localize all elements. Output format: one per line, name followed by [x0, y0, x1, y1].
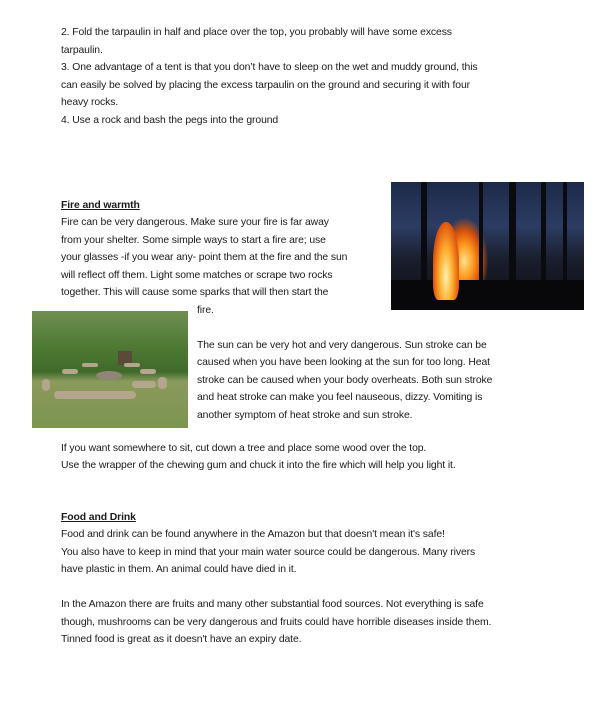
food-line: You also have to keep in mind that your main water source could be dangerous. Many rivers: [61, 547, 476, 558]
food-line: though, mushrooms can be very dangerous and fruits could have horrible diseases inside them.: [61, 617, 492, 628]
sun-line: The sun can be very hot and very dangerous. Sun stroke can be: [197, 340, 487, 351]
food-line: have plastic in them. An animal could have died in it.: [61, 564, 297, 575]
fire-line: fire.: [197, 305, 214, 316]
seating-line: If you want somewhere to sit, cut down a tree and place some wood over the top.: [61, 443, 427, 454]
food-line: In the Amazon there are fruits and many other substantial food sources. Not everything is safe: [61, 599, 484, 610]
fire-line: together. This will cause some sparks that will then start the: [61, 287, 329, 298]
sun-line: and heat stroke can make you feel nauseous, dizzy. Vomiting is: [197, 392, 483, 403]
step-3-line-1: 3. One advantage of a tent is that you don’t have to sleep on the wet and muddy ground, this: [61, 62, 478, 73]
fire-line: will reflect off them. Light some matches or scrape two rocks: [61, 270, 333, 281]
step-2-line-1: 2. Fold the tarpaulin in half and place over the top, you probably will have some excess: [61, 27, 452, 38]
step-3-line-3: heavy rocks.: [61, 97, 119, 108]
step-3-line-2: can easily be solved by placing the excess tarpaulin on the ground and securing it with four: [61, 80, 470, 91]
campfire-circle-photo: [32, 311, 188, 428]
sun-line: another symptom of heat stroke and sun stroke.: [197, 410, 413, 421]
fire-line: Fire can be very dangerous. Make sure your fire is far away: [61, 217, 329, 228]
fire-heading: Fire and warmth: [61, 200, 140, 211]
gum-wrapper-line: Use the wrapper of the chewing gum and chuck it into the fire which will help you light it.: [61, 460, 456, 471]
food-heading: Food and Drink: [61, 512, 136, 523]
sun-line: caused when you have been looking at the sun for too long. Heat: [197, 357, 490, 368]
step-2-line-2: tarpaulin.: [61, 45, 103, 56]
fire-line: your glasses -if you wear any- point them at the fire and the sun: [61, 252, 348, 263]
food-line: Food and drink can be found anywhere in the Amazon but that doesn't mean it's safe!: [61, 529, 445, 540]
campfire-photo: [391, 182, 584, 310]
fire-line: from your shelter. Some simple ways to start a fire are; use: [61, 235, 326, 246]
step-4-line: 4. Use a rock and bash the pegs into the ground: [61, 115, 279, 126]
food-line: Tinned food is great as it doesn't have an expiry date.: [61, 634, 302, 645]
sun-line: stroke can be caused when your body overheats. Both sun stroke: [197, 375, 493, 386]
